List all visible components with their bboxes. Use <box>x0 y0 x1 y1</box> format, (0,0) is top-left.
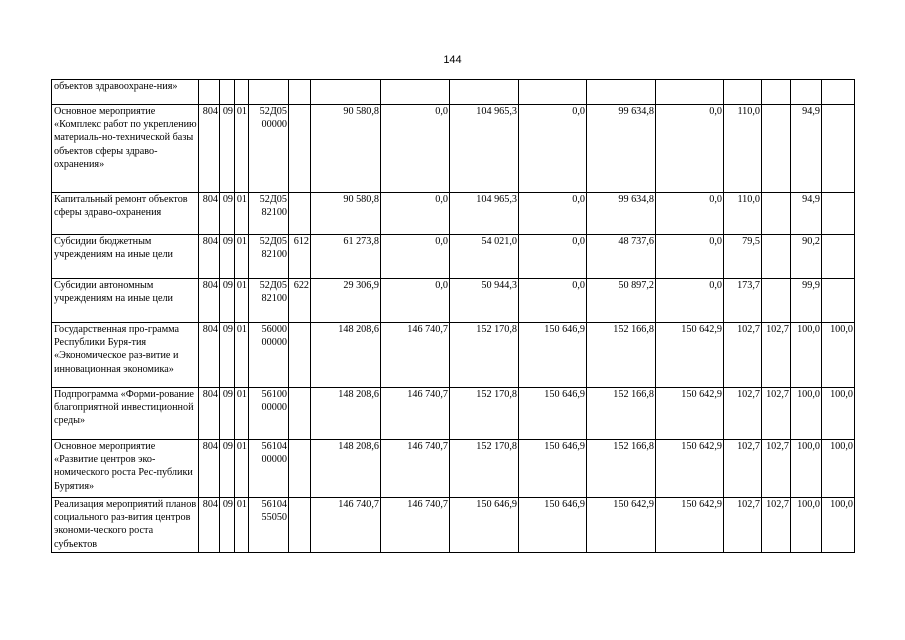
target-article-code: 52Д05 82100 <box>249 235 289 279</box>
amount-cell: 90 580,8 <box>311 193 381 235</box>
amount-cell: 146 740,7 <box>311 498 381 553</box>
amount-cell: 150 646,9 <box>519 388 587 440</box>
percent-cell <box>762 193 791 235</box>
percent-cell <box>791 80 822 105</box>
amount-cell: 148 208,6 <box>311 440 381 498</box>
percent-cell <box>762 105 791 193</box>
amount-cell: 150 646,9 <box>450 498 519 553</box>
ved-code: 804 <box>199 498 220 553</box>
expense-type-code: 612 <box>289 235 311 279</box>
subsection-code: 01 <box>235 235 249 279</box>
percent-cell <box>822 279 855 323</box>
percent-cell <box>724 80 762 105</box>
section-code: 09 <box>220 105 235 193</box>
table-row <box>52 323 855 388</box>
amount-cell: 104 965,3 <box>450 193 519 235</box>
amount-cell: 152 166,8 <box>587 388 656 440</box>
table-body <box>52 80 855 553</box>
amount-cell: 150 642,9 <box>587 498 656 553</box>
amount-cell: 0,0 <box>381 279 450 323</box>
percent-cell: 100,0 <box>791 440 822 498</box>
amount-cell: 0,0 <box>381 235 450 279</box>
subsection-code: 01 <box>235 105 249 193</box>
amount-cell: 0,0 <box>656 193 724 235</box>
amount-cell: 150 646,9 <box>519 323 587 388</box>
percent-cell: 99,9 <box>791 279 822 323</box>
expense-type-code <box>289 193 311 235</box>
table-row <box>52 498 855 553</box>
expense-type-code <box>289 323 311 388</box>
amount-cell: 152 166,8 <box>587 440 656 498</box>
percent-cell: 90,2 <box>791 235 822 279</box>
table-row <box>52 235 855 279</box>
subsection-code: 01 <box>235 323 249 388</box>
percent-cell: 102,7 <box>724 323 762 388</box>
ved-code: 804 <box>199 440 220 498</box>
percent-cell: 100,0 <box>822 323 855 388</box>
amount-cell: 0,0 <box>381 193 450 235</box>
percent-cell: 100,0 <box>791 323 822 388</box>
expense-type-code <box>289 440 311 498</box>
row-name: Основное мероприятие «Развитие центров эко-номического роста Рес-публики Бурятия» <box>52 440 199 498</box>
amount-cell: 152 166,8 <box>587 323 656 388</box>
amount-cell: 150 642,9 <box>656 498 724 553</box>
ved-code: 804 <box>199 388 220 440</box>
percent-cell: 100,0 <box>791 388 822 440</box>
amount-cell: 150 642,9 <box>656 323 724 388</box>
amount-cell: 148 208,6 <box>311 323 381 388</box>
budget-table <box>51 79 855 553</box>
amount-cell: 0,0 <box>656 105 724 193</box>
section-code: 09 <box>220 498 235 553</box>
amount-cell: 150 642,9 <box>656 388 724 440</box>
amount-cell: 0,0 <box>519 279 587 323</box>
amount-cell: 152 170,8 <box>450 323 519 388</box>
target-article-code <box>249 80 289 105</box>
percent-cell: 102,7 <box>724 440 762 498</box>
amount-cell: 152 170,8 <box>450 440 519 498</box>
target-article-code: 56104 55050 <box>249 498 289 553</box>
percent-cell <box>762 235 791 279</box>
percent-cell: 100,0 <box>822 388 855 440</box>
amount-cell: 0,0 <box>656 235 724 279</box>
percent-cell: 79,5 <box>724 235 762 279</box>
table-row <box>52 80 855 105</box>
amount-cell: 0,0 <box>519 193 587 235</box>
row-name: объектов здравоохране-ния» <box>52 80 199 105</box>
table-row <box>52 193 855 235</box>
percent-cell: 94,9 <box>791 193 822 235</box>
target-article-code: 56104 00000 <box>249 440 289 498</box>
percent-cell: 102,7 <box>762 323 791 388</box>
amount-cell: 0,0 <box>519 235 587 279</box>
ved-code: 804 <box>199 279 220 323</box>
amount-cell <box>587 80 656 105</box>
target-article-code: 52Д05 82100 <box>249 279 289 323</box>
amount-cell: 150 646,9 <box>519 498 587 553</box>
amount-cell: 48 737,6 <box>587 235 656 279</box>
amount-cell: 152 170,8 <box>450 388 519 440</box>
section-code: 09 <box>220 440 235 498</box>
amount-cell: 0,0 <box>381 105 450 193</box>
amount-cell: 0,0 <box>656 279 724 323</box>
section-code: 09 <box>220 279 235 323</box>
target-article-code: 52Д05 82100 <box>249 193 289 235</box>
expense-type-code <box>289 388 311 440</box>
table-row <box>52 440 855 498</box>
ved-code: 804 <box>199 323 220 388</box>
percent-cell: 102,7 <box>762 498 791 553</box>
amount-cell: 146 740,7 <box>381 323 450 388</box>
amount-cell <box>656 80 724 105</box>
amount-cell: 50 944,3 <box>450 279 519 323</box>
percent-cell <box>822 80 855 105</box>
percent-cell: 173,7 <box>724 279 762 323</box>
subsection-code: 01 <box>235 388 249 440</box>
expense-type-code <box>289 80 311 105</box>
row-name: Субсидии бюджетным учреждениям на иные цели <box>52 235 199 279</box>
row-name: Подпрограмма «Форми-рование благоприятной инвестиционной среды» <box>52 388 199 440</box>
amount-cell <box>519 80 587 105</box>
percent-cell <box>822 105 855 193</box>
row-name: Реализация мероприятий планов социального раз-вития центров экономи-ческого роста субъектов <box>52 498 199 553</box>
row-name: Капитальный ремонт объектов сферы здраво-охранения <box>52 193 199 235</box>
expense-type-code <box>289 105 311 193</box>
section-code: 09 <box>220 235 235 279</box>
section-code: 09 <box>220 388 235 440</box>
amount-cell <box>450 80 519 105</box>
percent-cell <box>762 80 791 105</box>
table-row <box>52 105 855 193</box>
percent-cell: 102,7 <box>724 388 762 440</box>
amount-cell: 99 634,8 <box>587 105 656 193</box>
percent-cell <box>762 279 791 323</box>
amount-cell: 146 740,7 <box>381 498 450 553</box>
amount-cell: 146 740,7 <box>381 440 450 498</box>
percent-cell: 102,7 <box>762 440 791 498</box>
amount-cell: 29 306,9 <box>311 279 381 323</box>
row-name: Субсидии автономным учреждениям на иные цели <box>52 279 199 323</box>
page-number: 144 <box>443 54 462 66</box>
percent-cell: 110,0 <box>724 193 762 235</box>
target-article-code: 56100 00000 <box>249 388 289 440</box>
percent-cell: 94,9 <box>791 105 822 193</box>
percent-cell <box>822 193 855 235</box>
target-article-code: 52Д05 00000 <box>249 105 289 193</box>
subsection-code: 01 <box>235 440 249 498</box>
ved-code: 804 <box>199 235 220 279</box>
percent-cell: 100,0 <box>791 498 822 553</box>
percent-cell <box>822 235 855 279</box>
amount-cell: 0,0 <box>519 105 587 193</box>
amount-cell: 99 634,8 <box>587 193 656 235</box>
amount-cell: 50 897,2 <box>587 279 656 323</box>
table-row <box>52 388 855 440</box>
section-code: 09 <box>220 323 235 388</box>
target-article-code: 56000 00000 <box>249 323 289 388</box>
amount-cell <box>311 80 381 105</box>
ved-code: 804 <box>199 193 220 235</box>
expense-type-code <box>289 498 311 553</box>
percent-cell: 100,0 <box>822 440 855 498</box>
subsection-code: 01 <box>235 498 249 553</box>
percent-cell: 102,7 <box>724 498 762 553</box>
amount-cell: 146 740,7 <box>381 388 450 440</box>
ved-code: 804 <box>199 105 220 193</box>
row-name: Основное мероприятие «Комплекс работ по укреплению материаль-но-технической базы объектов сферы здраво-охранения» <box>52 105 199 193</box>
ved-code <box>199 80 220 105</box>
percent-cell: 110,0 <box>724 105 762 193</box>
amount-cell <box>381 80 450 105</box>
table-row <box>52 279 855 323</box>
subsection-code: 01 <box>235 193 249 235</box>
amount-cell: 150 646,9 <box>519 440 587 498</box>
section-code: 09 <box>220 193 235 235</box>
amount-cell: 150 642,9 <box>656 440 724 498</box>
subsection-code: 01 <box>235 279 249 323</box>
percent-cell: 100,0 <box>822 498 855 553</box>
expense-type-code: 622 <box>289 279 311 323</box>
percent-cell: 102,7 <box>762 388 791 440</box>
section-code <box>220 80 235 105</box>
subsection-code <box>235 80 249 105</box>
amount-cell: 148 208,6 <box>311 388 381 440</box>
amount-cell: 90 580,8 <box>311 105 381 193</box>
amount-cell: 104 965,3 <box>450 105 519 193</box>
amount-cell: 61 273,8 <box>311 235 381 279</box>
row-name: Государственная про-грамма Республики Буря-тия «Экономическое раз-витие и инновационная экономика» <box>52 323 199 388</box>
amount-cell: 54 021,0 <box>450 235 519 279</box>
